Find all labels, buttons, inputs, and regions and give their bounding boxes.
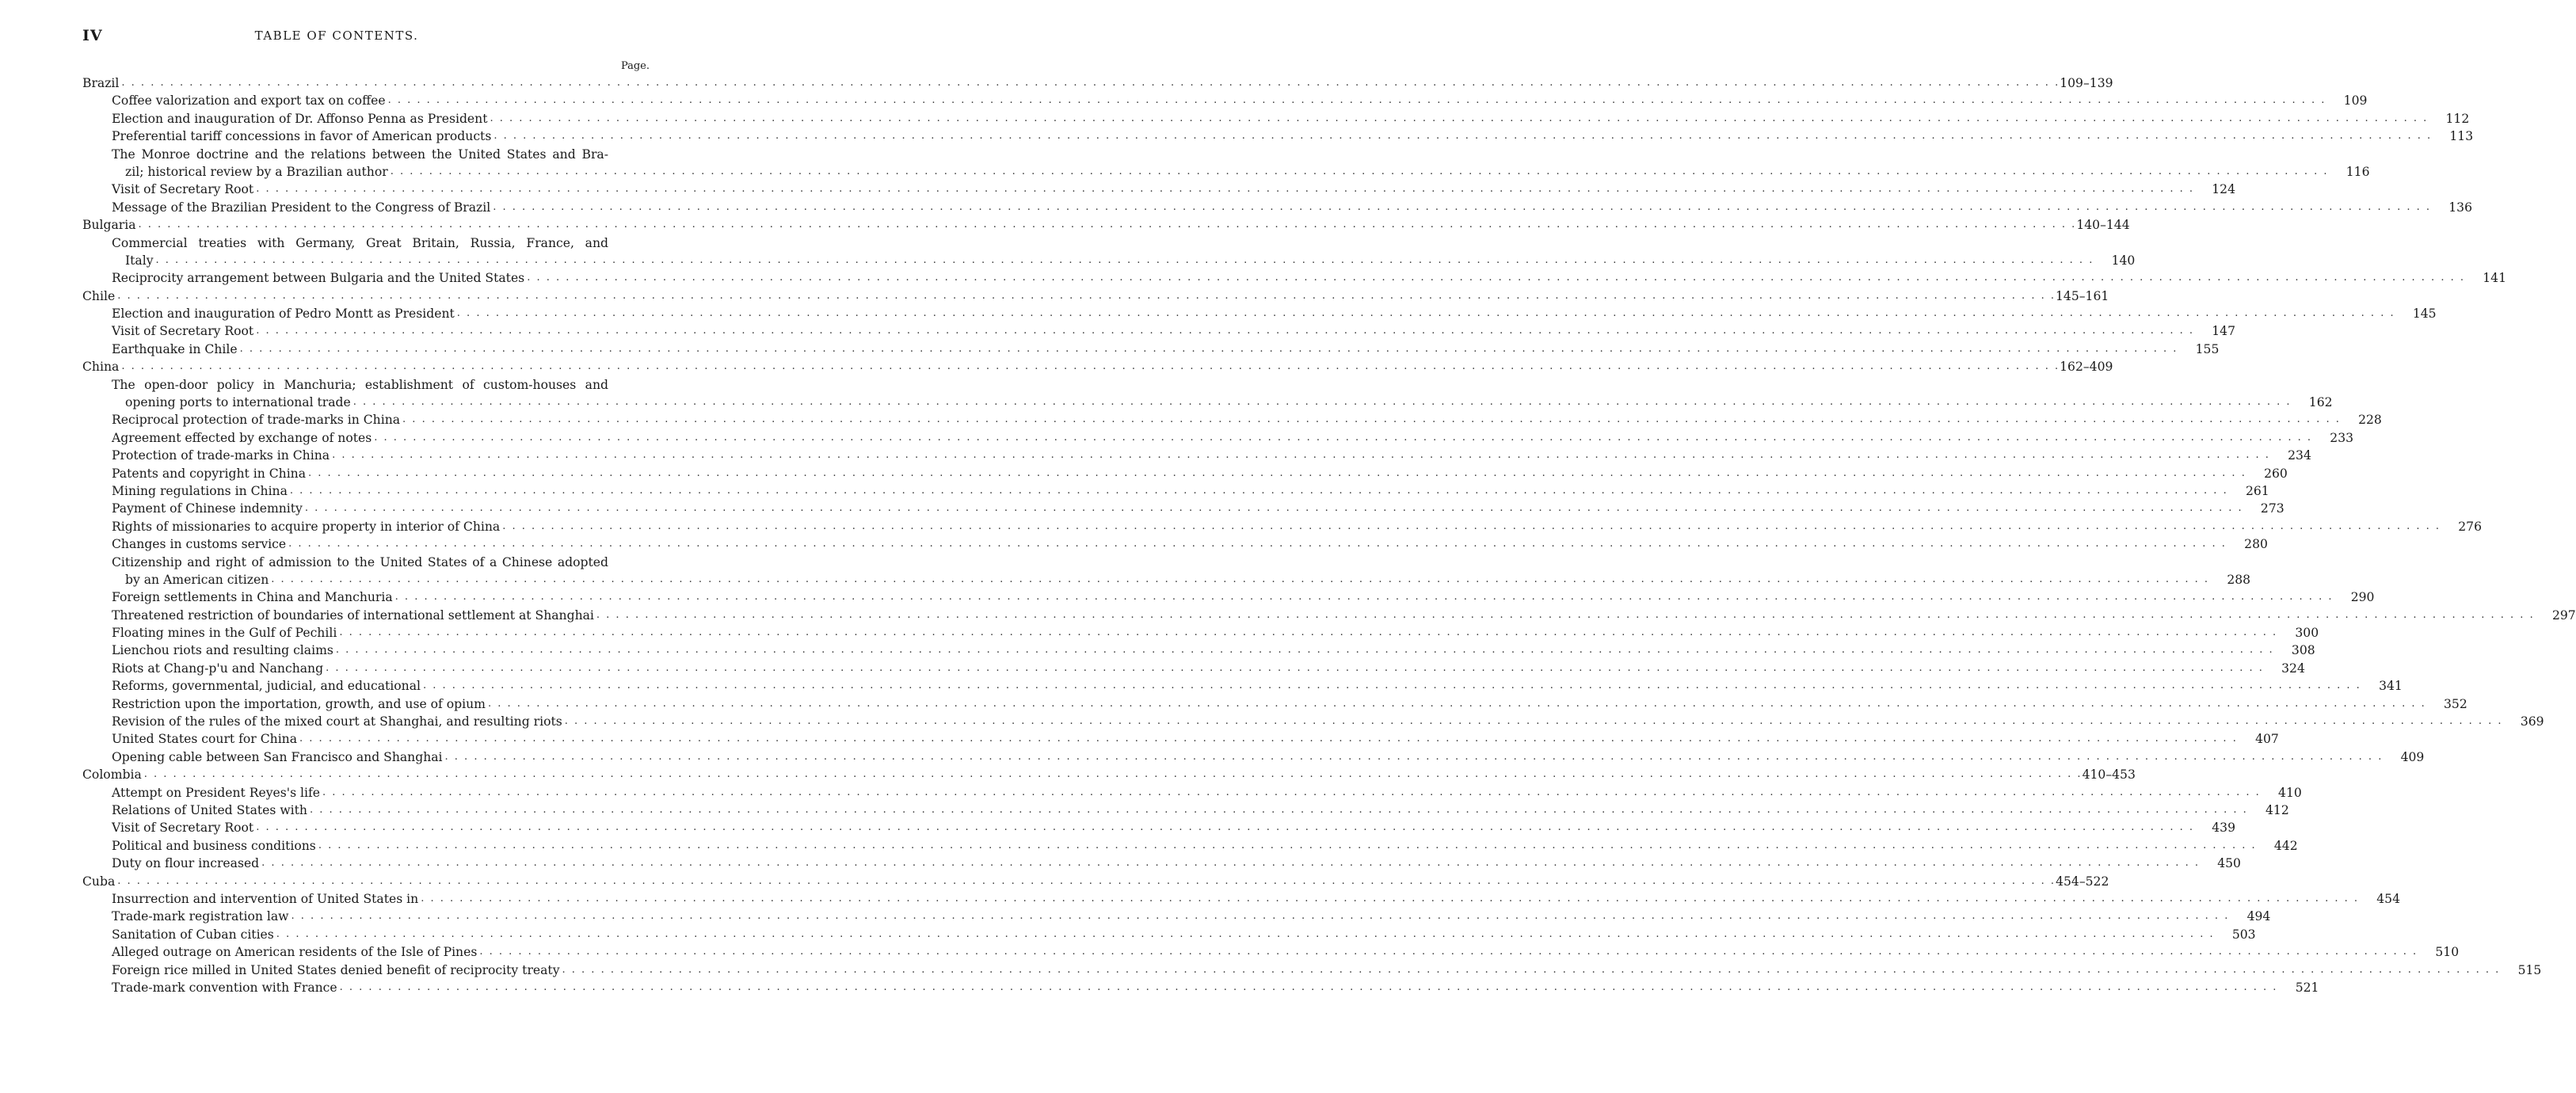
toc-entry-label: Foreign settlements in China and Manchuria xyxy=(112,590,393,605)
dot-leader: . . . . . . . . . . . . . . . . . . . . . . . . . . . . . . . . . . . . . . . . . . . . . . . . . . . . . . . . . . . . . . . . . . . . . . . . . . . . . . . . . . . . . . . . . . . . . . . . . . . . . . . . . . . . . . . . . . . . . . . . . . . . . . . . . . . . . . . . . . . . . . . . . . . . . . . . . . . . . . . . . . . . . . . . . . . . . . . . . . . . . . . . . . . . . . . . . . . . . . . . xyxy=(564,715,2503,728)
toc-entry-row xyxy=(82,979,2319,996)
dot-leader: . . . . . . . . . . . . . . . . . . . . . . . . . . . . . . . . . . . . . . . . . . . . . . . . . . . . . . . . . . . . . . . . . . . . . . . . . . . . . . . . . . . . . . . . . . . . . . . . . . . . . . . . . . . . . . . . . . . . . . . . . . . . . . . . . . . . . . . . . . . . . . . . . . . . . . . . . . . . . . . . . . . . . . . . . . . . . . . . . . . . . . . . . . . . . . . . . . . . . . . . xyxy=(387,94,2326,107)
toc-page-number: 113 xyxy=(2449,129,2474,144)
toc-page-number: 439 xyxy=(2212,821,2236,836)
toc-entry-row xyxy=(82,908,2271,925)
toc-page-number: 145–161 xyxy=(2056,288,2109,303)
toc-entry-label: zil; historical review by a Brazilian author xyxy=(125,164,388,179)
dot-leader: . . . . . . . . . . . . . . . . . . . . . . . . . . . . . . . . . . . . . . . . . . . . . . . . . . . . . . . . . . . . . . . . . . . . . . . . . . . . . . . . . . . . . . . . . . . . . . . . . . . . . . . . . . . . . . . . . . . . . . . . . . . . . . . . . . . . . . . . . . . . . . . . . . . . . . . . . . . . . . . . . . . . . . . . . . . . . . . . . . . . . . . . . . . . . . . . . . . . . . . . xyxy=(117,289,2056,302)
toc-entry-row xyxy=(82,465,2288,482)
toc-page-number: 454–522 xyxy=(2056,874,2109,889)
toc-section-row xyxy=(82,766,2136,783)
toc-page-number: 300 xyxy=(2295,626,2319,641)
toc-entry-row xyxy=(82,819,2236,836)
toc-section-row xyxy=(82,74,2113,92)
toc-page-number: 410 xyxy=(2278,785,2302,800)
toc-entry-label: Floating mines in the Gulf of Pechili xyxy=(112,626,337,641)
toc-page-number: 141 xyxy=(2483,271,2506,286)
dot-leader: . . . . . . . . . . . . . . . . . . . . . . . . . . . . . . . . . . . . . . . . . . . . . . . . . . . . . . . . . . . . . . . . . . . . . . . . . . . . . . . . . . . . . . . . . . . . . . . . . . . . . . . . . . . . . . . . . . . . . . . . . . . . . . . . . . . . . . . . . . . . . . . . . . . . . . . . . . . . . . . . . . . . . . . . . . . . . . . . . . . . . . . . . . . . . . . . . . . . . . . . xyxy=(299,733,2238,745)
toc-entry-label: Relations of United States with xyxy=(112,803,307,817)
toc-page-number: 109 xyxy=(2343,93,2368,109)
dot-leader: . . . . . . . . . . . . . . . . . . . . . . . . . . . . . . . . . . . . . . . . . . . . . . . . . . . . . . . . . . . . . . . . . . . . . . . . . . . . . . . . . . . . . . . . . . . . . . . . . . . . . . . . . . . . . . . . . . . . . . . . . . . . . . . . . . . . . . . . . . . . . . . . . . . . . . . . . . . . . . . . . . . . . . . . . . . . . . . . . . . . . . . . . . . . . . . . . . . . . . . . xyxy=(256,183,2195,196)
toc-page-number: 450 xyxy=(2217,856,2241,871)
toc-entry-label: Agreement effected by exchange of notes xyxy=(112,430,372,445)
dot-leader: . . . . . . . . . . . . . . . . . . . . . . . . . . . . . . . . . . . . . . . . . . . . . . . . . . . . . . . . . . . . . . . . . . . . . . . . . . . . . . . . . . . . . . . . . . . . . . . . . . . . . . . . . . . . . . . . . . . . . . . . . . . . . . . . . . . . . . . . . . . . . . . . . . . . . . . . . . . . . . . . . . . . . . . . . . . . . . . . . . . . . . . . . . . . . . . . . . . . . . . . xyxy=(239,342,2178,355)
toc-entry-label: Earthquake in Chile xyxy=(112,341,238,356)
toc-page-number: 341 xyxy=(2379,679,2403,694)
toc-page-number: 116 xyxy=(2345,164,2370,179)
toc-page-number: 273 xyxy=(2260,501,2284,516)
toc-entry-label: Changes in customs service xyxy=(112,537,287,552)
toc-section-label: Chile xyxy=(82,288,116,303)
dot-leader: . . . . . . . . . . . . . . . . . . . . . . . . . . . . . . . . . . . . . . . . . . . . . . . . . . . . . . . . . . . . . . . . . . . . . . . . . . . . . . . . . . . . . . . . . . . . . . . . . . . . . . . . . . . . . . . . . . . . . . . . . . . . . . . . . . . . . . . . . . . . . . . . . . . . . . . . . . . . . . . . . . . . . . . . . . . . . . . . . . . . . . . . . . . . . . . . . . . . . . . . xyxy=(288,538,2227,550)
toc-page-number: 324 xyxy=(2281,661,2305,676)
toc-section-label: Brazil xyxy=(82,75,120,90)
toc-entry-row xyxy=(82,163,2370,181)
dot-leader: . . . . . . . . . . . . . . . . . . . . . . . . . . . . . . . . . . . . . . . . . . . . . . . . . . . . . . . . . . . . . . . . . . . . . . . . . . . . . . . . . . . . . . . . . . . . . . . . . . . . . . . . . . . . . . . . . . . . . . . . . . . . . . . . . . . . . . . . . . . . . . . . . . . . . . . . . . . . . . . . . . . . . . . . . . . . . . . . . . . . . . . . . . . . . . . . . . . . . . . . xyxy=(456,307,2395,320)
toc-page-number: 369 xyxy=(2520,714,2544,729)
dot-leader: . . . . . . . . . . . . . . . . . . . . . . . . . . . . . . . . . . . . . . . . . . . . . . . . . . . . . . . . . . . . . . . . . . . . . . . . . . . . . . . . . . . . . . . . . . . . . . . . . . . . . . . . . . . . . . . . . . . . . . . . . . . . . . . . . . . . . . . . . . . . . . . . . . . . . . . . . . . . . . . . . . . . . . . . . . . . . . . . . . . . . . . . . . . . . . . . . . . . . . . . xyxy=(339,626,2278,639)
toc-entry-label: Preferential tariff concessions in favor of American products xyxy=(112,129,492,144)
toc-entry-label: Italy xyxy=(125,253,154,268)
dot-leader: . . . . . . . . . . . . . . . . . . . . . . . . . . . . . . . . . . . . . . . . . . . . . . . . . . . . . . . . . . . . . . . . . . . . . . . . . . . . . . . . . . . . . . . . . . . . . . . . . . . . . . . . . . . . . . . . . . . . . . . . . . . . . . . . . . . . . . . . . . . . . . . . . . . . . . . . . . . . . . . . . . . . . . . . . . . . . . . . . . . . . . . . . . . . . . . . . . . . . . . . xyxy=(261,857,2200,870)
table-of-contents xyxy=(82,74,2576,996)
dot-leader: . . . . . . . . . . . . . . . . . . . . . . . . . . . . . . . . . . . . . . . . . . . . . . . . . . . . . . . . . . . . . . . . . . . . . . . . . . . . . . . . . . . . . . . . . . . . . . . . . . . . . . . . . . . . . . . . . . . . . . . . . . . . . . . . . . . . . . . . . . . . . . . . . . . . . . . . . . . . . . . . . . . . . . . . . . . . . . . . . . . . . . . . . . . . . . . . . . . . . . . . xyxy=(444,750,2384,763)
dot-leader: . . . . . . . . . . . . . . . . . . . . . . . . . . . . . . . . . . . . . . . . . . . . . . . . . . . . . . . . . . . . . . . . . . . . . . . . . . . . . . . . . . . . . . . . . . . . . . . . . . . . . . . . . . . . . . . . . . . . . . . . . . . . . . . . . . . . . . . . . . . . . . . . . . . . . . . . . . . . . . . . . . . . . . . . . . . . . . . . . . . . . . . . . . . . . . . . . . . . . . . . xyxy=(394,591,2334,604)
dot-leader: . . . . . . . . . . . . . . . . . . . . . . . . . . . . . . . . . . . . . . . . . . . . . . . . . . . . . . . . . . . . . . . . . . . . . . . . . . . . . . . . . . . . . . . . . . . . . . . . . . . . . . . . . . . . . . . . . . . . . . . . . . . . . . . . . . . . . . . . . . . . . . . . . . . . . . . . . . . . . . . . . . . . . . . . . . . . . . . . . . . . . . . . . . . . . . . . . . . . . . . . xyxy=(309,804,2248,816)
toc-page-number: 145 xyxy=(2412,307,2437,322)
toc-entry-row xyxy=(82,181,2236,198)
page-title: TABLE OF CONTENTS. xyxy=(254,29,419,43)
toc-entry-row xyxy=(82,146,650,163)
dot-leader: . . . . . . . . . . . . . . . . . . . . . . . . . . . . . . . . . . . . . . . . . . . . . . . . . . . . . . . . . . . . . . . . . . . . . . . . . . . . . . . . . . . . . . . . . . . . . . . . . . . . . . . . . . . . . . . . . . . . . . . . . . . . . . . . . . . . . . . . . . . . . . . . . . . . . . . . . . . . . . . . . . . . . . . . . . . . . . . . . . . . . . . . . . . . . . . . . . . . . . . . xyxy=(374,431,2313,444)
toc-page-number: 510 xyxy=(2435,945,2460,960)
toc-section-row xyxy=(82,873,2109,890)
toc-entry-row xyxy=(82,607,2576,624)
toc-entry-label: Opening cable between San Francisco and Shanghai xyxy=(112,749,443,764)
toc-entry-row xyxy=(82,784,2302,802)
dot-leader: . . . . . . . . . . . . . . . . . . . . . . . . . . . . . . . . . . . . . . . . . . . . . . . . . . . . . . . . . . . . . . . . . . . . . . . . . . . . . . . . . . . . . . . . . . . . . . . . . . . . . . . . . . . . . . . . . . . . . . . . . . . . . . . . . . . . . . . . . . . . . . . . . . . . . . . . . . . . . . . . . . . . . . . . . . . . . . . . . . . . . . . . . . . . . . . . . . . . . . . . xyxy=(402,413,2341,426)
toc-entry-row xyxy=(82,482,2269,500)
toc-entry-row xyxy=(82,660,2305,677)
toc-page-number: 407 xyxy=(2255,732,2279,747)
toc-page-number: 280 xyxy=(2244,537,2268,552)
toc-entry-row xyxy=(82,802,2289,819)
dot-leader: . . . . . . . . . . . . . . . . . . . . . . . . . . . . . . . . . . . . . . . . . . . . . . . . . . . . . . . . . . . . . . . . . . . . . . . . . . . . . . . . . . . . . . . . . . . . . . . . . . . . . . . . . . . . . . . . . . . . . . . . . . . . . . . . . . . . . . . . . . . . . . . . . . . . . . . . . . . . . . . . . . . . . . . . . . . . . . . . . . . . . . . . . . . . . . . . . . . . . . . . xyxy=(490,112,2429,124)
dot-leader: . . . . . . . . . . . . . . . . . . . . . . . . . . . . . . . . . . . . . . . . . . . . . . . . . . . . . . . . . . . . . . . . . . . . . . . . . . . . . . . . . . . . . . . . . . . . . . . . . . . . . . . . . . . . . . . . . . . . . . . . . . . . . . . . . . . . . . . . . . . . . . . . . . . . . . . . . . . . . . . . . . . . . . . . . . . . . . . . . . . . . . . . . . . . . . . . . . . . . . . . xyxy=(318,839,2257,851)
toc-entry-label: Sanitation of Cuban cities xyxy=(112,927,274,942)
dot-leader: . . . . . . . . . . . . . . . . . . . . . . . . . . . . . . . . . . . . . . . . . . . . . . . . . . . . . . . . . . . . . . . . . . . . . . . . . . . . . . . . . . . . . . . . . . . . . . . . . . . . . . . . . . . . . . . . . . . . . . . . . . . . . . . . . . . . . . . . . . . . . . . . . . . . . . . . . . . . . . . . . . . . . . . . . . . . . . . . . . . . . . . . . . . . . . . . . . . . . . . . xyxy=(479,946,2418,958)
dot-leader: . . . . . . . . . . . . . . . . . . . . . . . . . . . . . . . . . . . . . . . . . . . . . . . . . . . . . . . . . . . . . . . . . . . . . . . . . . . . . . . . . . . . . . . . . . . . . . . . . . . . . . . . . . . . . . . . . . . . . . . . . . . . . . . . . . . . . . . . . . . . . . . . . . . . . . . . . . . . . . . . . . . . . . . . . . . . . . . . . . . . . . . . . . . . . . . . . . . . . . . . xyxy=(502,520,2441,532)
toc-entry-label: Political and business conditions xyxy=(112,838,316,853)
toc-entry-row xyxy=(82,322,2236,340)
dot-leader: . . . . . . . . . . . . . . . . . . . . . . . . . . . . . . . . . . . . . . . . . . . . . . . . . . . . . . . . . . . . . . . . . . . . . . . . . . . . . . . . . . . . . . . . . . . . . . . . . . . . . . . . . . . . . . . . . . . . . . . . . . . . . . . . . . . . . . . . . . . . . . . . . . . . . . . . . . . . . . . . . . . . . . . . . . . . . . . . . . . . . . . . . . . . . . . . . . . . . . . . xyxy=(256,325,2195,337)
toc-section-row xyxy=(82,216,2130,234)
toc-page-number: 233 xyxy=(2330,430,2354,445)
toc-entry-label: Reciprocal protection of trade-marks in China xyxy=(112,413,401,428)
toc-entry-label: Commercial treaties with Germany, Great Britain, Russia, France, and xyxy=(112,235,608,250)
toc-entry-row xyxy=(82,269,2506,287)
toc-entry-label: opening ports to international trade xyxy=(125,395,351,410)
toc-entry-row xyxy=(82,624,2319,642)
dot-leader: . . . . . . . . . . . . . . . . . . . . . . . . . . . . . . . . . . . . . . . . . . . . . . . . . . . . . . . . . . . . . . . . . . . . . . . . . . . . . . . . . . . . . . . . . . . . . . . . . . . . . . . . . . . . . . . . . . . . . . . . . . . . . . . . . . . . . . . . . . . . . . . . . . . . . . . . . . . . . . . . . . . . . . . . . . . . . . . . . . . . . . . . . . . . . . . . . . . . . . . . xyxy=(423,680,2361,692)
toc-page-number: 162 xyxy=(2308,395,2333,410)
toc-entry-row xyxy=(82,518,2483,535)
toc-page-number: 260 xyxy=(2264,466,2288,481)
toc-page-number: 410–453 xyxy=(2082,767,2136,783)
dot-leader: . . . . . . . . . . . . . . . . . . . . . . . . . . . . . . . . . . . . . . . . . . . . . . . . . . . . . . . . . . . . . . . . . . . . . . . . . . . . . . . . . . . . . . . . . . . . . . . . . . . . . . . . . . . . . . . . . . . . . . . . . . . . . . . . . . . . . . . . . . . . . . . . . . . . . . . . . . . . . . . . . . . . . . . . . . . . . . . . . . . . . . . . . . . . . . . . . . . . . . . . xyxy=(138,219,2077,231)
dot-leader: . . . . . . . . . . . . . . . . . . . . . . . . . . . . . . . . . . . . . . . . . . . . . . . . . . . . . . . . . . . . . . . . . . . . . . . . . . . . . . . . . . . . . . . . . . . . . . . . . . . . . . . . . . . . . . . . . . . . . . . . . . . . . . . . . . . . . . . . . . . . . . . . . . . . . . . . . . . . . . . . . . . . . . . . . . . . . . . . . . . . . . . . . . . . . . . . . . . . . . . . xyxy=(335,644,2274,657)
toc-entry-label: Mining regulations in China xyxy=(112,483,288,498)
toc-page-number: 155 xyxy=(2195,341,2220,356)
toc-entry-row xyxy=(82,128,2474,145)
dot-leader: . . . . . . . . . . . . . . . . . . . . . . . . . . . . . . . . . . . . . . . . . . . . . . . . . . . . . . . . . . . . . . . . . . . . . . . . . . . . . . . . . . . . . . . . . . . . . . . . . . . . . . . . . . . . . . . . . . . . . . . . . . . . . . . . . . . . . . . . . . . . . . . . . . . . . . . . . . . . . . . . . . . . . . . . . . . . . . . . . . . . . . . . . . . . . . . . . . . . . . . . xyxy=(121,76,2060,89)
toc-entry-row xyxy=(82,394,2333,411)
toc-page-number: 521 xyxy=(2295,980,2319,995)
dot-leader: . . . . . . . . . . . . . . . . . . . . . . . . . . . . . . . . . . . . . . . . . . . . . . . . . . . . . . . . . . . . . . . . . . . . . . . . . . . . . . . . . . . . . . . . . . . . . . . . . . . . . . . . . . . . . . . . . . . . . . . . . . . . . . . . . . . . . . . . . . . . . . . . . . . . . . . . . . . . . . . . . . . . . . . . . . . . . . . . . . . . . . . . . . . . . . . . . . . . . . . . xyxy=(271,573,2210,585)
toc-entry-row xyxy=(82,341,2220,358)
toc-page-number: 112 xyxy=(2445,111,2470,126)
dot-leader: . . . . . . . . . . . . . . . . . . . . . . . . . . . . . . . . . . . . . . . . . . . . . . . . . . . . . . . . . . . . . . . . . . . . . . . . . . . . . . . . . . . . . . . . . . . . . . . . . . . . . . . . . . . . . . . . . . . . . . . . . . . . . . . . . . . . . . . . . . . . . . . . . . . . . . . . . . . . . . . . . . . . . . . . . . . . . . . . . . . . . . . . . . . . . . . . . . . . . . . . xyxy=(562,963,2501,976)
toc-page-number: 124 xyxy=(2212,182,2236,197)
toc-page-number: 261 xyxy=(2245,483,2269,498)
toc-page-number: 297 xyxy=(2551,607,2576,623)
toc-page-number: 140–144 xyxy=(2076,218,2130,233)
toc-page-number: 503 xyxy=(2231,927,2256,942)
toc-entry-label: Election and inauguration of Dr. Affonso Penna as President xyxy=(112,111,488,126)
dot-leader: . . . . . . . . . . . . . . . . . . . . . . . . . . . . . . . . . . . . . . . . . . . . . . . . . . . . . . . . . . . . . . . . . . . . . . . . . . . . . . . . . . . . . . . . . . . . . . . . . . . . . . . . . . . . . . . . . . . . . . . . . . . . . . . . . . . . . . . . . . . . . . . . . . . . . . . . . . . . . . . . . . . . . . . . . . . . . . . . . . . . . . . . . . . . . . . . . . . . . . . . xyxy=(291,910,2230,923)
toc-entry-row xyxy=(82,962,2542,979)
toc-page-number: 494 xyxy=(2246,909,2271,924)
dot-leader: . . . . . . . . . . . . . . . . . . . . . . . . . . . . . . . . . . . . . . . . . . . . . . . . . . . . . . . . . . . . . . . . . . . . . . . . . . . . . . . . . . . . . . . . . . . . . . . . . . . . . . . . . . . . . . . . . . . . . . . . . . . . . . . . . . . . . . . . . . . . . . . . . . . . . . . . . . . . . . . . . . . . . . . . . . . . . . . . . . . . . . . . . . . . . . . . . . . . . . . . xyxy=(487,697,2426,710)
dot-leader: . . . . . . . . . . . . . . . . . . . . . . . . . . . . . . . . . . . . . . . . . . . . . . . . . . . . . . . . . . . . . . . . . . . . . . . . . . . . . . . . . . . . . . . . . . . . . . . . . . . . . . . . . . . . . . . . . . . . . . . . . . . . . . . . . . . . . . . . . . . . . . . . . . . . . . . . . . . . . . . . . . . . . . . . . . . . . . . . . . . . . . . . . . . . . . . . . . . . . . . . xyxy=(332,449,2270,462)
toc-page-number: 352 xyxy=(2443,696,2467,711)
toc-entry-label: Trade-mark registration law xyxy=(112,909,289,924)
toc-entry-label: Visit of Secretary Root xyxy=(112,324,254,339)
dot-leader: . . . . . . . . . . . . . . . . . . . . . . . . . . . . . . . . . . . . . . . . . . . . . . . . . . . . . . . . . . . . . . . . . . . . . . . . . . . . . . . . . . . . . . . . . . . . . . . . . . . . . . . . . . . . . . . . . . . . . . . . . . . . . . . . . . . . . . . . . . . . . . . . . . . . . . . . . . . . . . . . . . . . . . . . . . . . . . . . . . . . . . . . . . . . . . . . . . . . . . . . xyxy=(304,502,2243,515)
toc-section-label: Cuba xyxy=(82,874,116,889)
toc-entry-label: Revision of the rules of the mixed court at Shanghai, and resulting riots xyxy=(112,714,562,729)
dot-leader: . . . . . . . . . . . . . . . . . . . . . . . . . . . . . . . . . . . . . . . . . . . . . . . . . . . . . . . . . . . . . . . . . . . . . . . . . . . . . . . . . . . . . . . . . . . . . . . . . . . . . . . . . . . . . . . . . . . . . . . . . . . . . . . . . . . . . . . . . . . . . . . . . . . . . . . . . . . . . . . . . . . . . . . . . . . . . . . . . . . . . . . . . . . . . . . . . . . . . . . . xyxy=(155,253,2094,266)
toc-page-number: 409 xyxy=(2400,749,2425,764)
toc-entry-row xyxy=(82,376,650,394)
toc-page-number: 228 xyxy=(2358,413,2382,428)
dot-leader: . . . . . . . . . . . . . . . . . . . . . . . . . . . . . . . . . . . . . . . . . . . . . . . . . . . . . . . . . . . . . . . . . . . . . . . . . . . . . . . . . . . . . . . . . . . . . . . . . . . . . . . . . . . . . . . . . . . . . . . . . . . . . . . . . . . . . . . . . . . . . . . . . . . . . . . . . . . . . . . . . . . . . . . . . . . . . . . . . . . . . . . . . . . . . . . . . . . . . . . . xyxy=(121,360,2060,373)
page-column-label: Page. xyxy=(620,60,650,72)
toc-entry-label: Patents and copyright in China xyxy=(112,466,307,481)
toc-entry-row xyxy=(82,305,2437,322)
toc-entry-row xyxy=(82,713,2544,730)
toc-entry-row xyxy=(82,234,650,252)
dot-leader: . . . . . . . . . . . . . . . . . . . . . . . . . . . . . . . . . . . . . . . . . . . . . . . . . . . . . . . . . . . . . . . . . . . . . . . . . . . . . . . . . . . . . . . . . . . . . . . . . . . . . . . . . . . . . . . . . . . . . . . . . . . . . . . . . . . . . . . . . . . . . . . . . . . . . . . . . . . . . . . . . . . . . . . . . . . . . . . . . . . . . . . . . . . . . . . . . . . . . . . . xyxy=(322,786,2261,798)
toc-entry-row xyxy=(82,429,2354,447)
toc-entry-label: Foreign rice milled in United States denied benefit of reciprocity treaty xyxy=(112,962,560,977)
toc-entry-row xyxy=(82,110,2470,128)
toc-section-label: Bulgaria xyxy=(82,218,136,233)
toc-page-number: 308 xyxy=(2291,643,2315,658)
dot-leader: . . . . . . . . . . . . . . . . . . . . . . . . . . . . . . . . . . . . . . . . . . . . . . . . . . . . . . . . . . . . . . . . . . . . . . . . . . . . . . . . . . . . . . . . . . . . . . . . . . . . . . . . . . . . . . . . . . . . . . . . . . . . . . . . . . . . . . . . . . . . . . . . . . . . . . . . . . . . . . . . . . . . . . . . . . . . . . . . . . . . . . . . . . . . . . . . . . . . . . . . xyxy=(527,272,2465,284)
dot-leader: . . . . . . . . . . . . . . . . . . . . . . . . . . . . . . . . . . . . . . . . . . . . . . . . . . . . . . . . . . . . . . . . . . . . . . . . . . . . . . . . . . . . . . . . . . . . . . . . . . . . . . . . . . . . . . . . . . . . . . . . . . . . . . . . . . . . . . . . . . . . . . . . . . . . . . . . . . . . . . . . . . . . . . . . . . . . . . . . . . . . . . . . . . . . . . . . . . . . . . . . xyxy=(352,396,2292,409)
toc-entry-row xyxy=(82,730,2279,748)
toc-entry-row xyxy=(82,642,2315,660)
toc-entry-row xyxy=(82,571,2251,588)
toc-entry-label: Coffee valorization and export tax on coffee xyxy=(112,93,386,109)
toc-entry-row xyxy=(82,554,650,571)
toc-page-number: 276 xyxy=(2458,519,2483,534)
toc-entry-row xyxy=(82,695,2467,713)
toc-page-number: 515 xyxy=(2517,962,2542,977)
toc-entry-label: Trade-mark convention with France xyxy=(112,980,337,995)
toc-entry-label: Rights of missionaries to acquire property in interior of China xyxy=(112,519,501,534)
toc-entry-row xyxy=(82,677,2403,695)
toc-entry-row xyxy=(82,588,2375,606)
toc-entry-row xyxy=(82,890,2401,908)
toc-entry-label: Message of the Brazilian President to the Congress of Brazil xyxy=(112,200,491,215)
toc-entry-row xyxy=(82,748,2425,766)
dot-leader: . . . . . . . . . . . . . . . . . . . . . . . . . . . . . . . . . . . . . . . . . . . . . . . . . . . . . . . . . . . . . . . . . . . . . . . . . . . . . . . . . . . . . . . . . . . . . . . . . . . . . . . . . . . . . . . . . . . . . . . . . . . . . . . . . . . . . . . . . . . . . . . . . . . . . . . . . . . . . . . . . . . . . . . . . . . . . . . . . . . . . . . . . . . . . . . . . . . . . . . . xyxy=(493,130,2433,143)
dot-leader: . . . . . . . . . . . . . . . . . . . . . . . . . . . . . . . . . . . . . . . . . . . . . . . . . . . . . . . . . . . . . . . . . . . . . . . . . . . . . . . . . . . . . . . . . . . . . . . . . . . . . . . . . . . . . . . . . . . . . . . . . . . . . . . . . . . . . . . . . . . . . . . . . . . . . . . . . . . . . . . . . . . . . . . . . . . . . . . . . . . . . . . . . . . . . . . . . . . . . . . . xyxy=(596,608,2535,621)
dot-leader: . . . . . . . . . . . . . . . . . . . . . . . . . . . . . . . . . . . . . . . . . . . . . . . . . . . . . . . . . . . . . . . . . . . . . . . . . . . . . . . . . . . . . . . . . . . . . . . . . . . . . . . . . . . . . . . . . . . . . . . . . . . . . . . . . . . . . . . . . . . . . . . . . . . . . . . . . . . . . . . . . . . . . . . . . . . . . . . . . . . . . . . . . . . . . . . . . . . . . . . . xyxy=(326,661,2264,674)
toc-page-number: 412 xyxy=(2265,803,2289,817)
toc-entry-row xyxy=(82,535,2268,553)
toc-entry-label: Riots at Chang-p'u and Nanchang xyxy=(112,661,324,676)
toc-entry-label: The Monroe doctrine and the relations between the United States and Bra- xyxy=(112,147,608,162)
toc-entry-label: Attempt on President Reyes's life xyxy=(112,785,320,800)
dot-leader: . . . . . . . . . . . . . . . . . . . . . . . . . . . . . . . . . . . . . . . . . . . . . . . . . . . . . . . . . . . . . . . . . . . . . . . . . . . . . . . . . . . . . . . . . . . . . . . . . . . . . . . . . . . . . . . . . . . . . . . . . . . . . . . . . . . . . . . . . . . . . . . . . . . . . . . . . . . . . . . . . . . . . . . . . . . . . . . . . . . . . . . . . . . . . . . . . . . . . . . . xyxy=(117,874,2056,887)
toc-page-number: 140 xyxy=(2111,253,2136,268)
toc-entry-label: Lienchou riots and resulting claims xyxy=(112,643,333,658)
toc-entry-label: Protection of trade-marks in China xyxy=(112,448,330,463)
toc-page-number: 147 xyxy=(2212,324,2236,339)
toc-entry-row xyxy=(82,837,2298,855)
toc-entry-row xyxy=(82,252,2136,269)
toc-entry-row xyxy=(82,199,2473,216)
toc-entry-label: Visit of Secretary Root xyxy=(112,821,254,836)
dot-leader: . . . . . . . . . . . . . . . . . . . . . . . . . . . . . . . . . . . . . . . . . . . . . . . . . . . . . . . . . . . . . . . . . . . . . . . . . . . . . . . . . . . . . . . . . . . . . . . . . . . . . . . . . . . . . . . . . . . . . . . . . . . . . . . . . . . . . . . . . . . . . . . . . . . . . . . . . . . . . . . . . . . . . . . . . . . . . . . . . . . . . . . . . . . . . . . . . . . . . . . . xyxy=(493,200,2432,213)
toc-entry-label: Reforms, governmental, judicial, and educational xyxy=(112,679,421,694)
toc-entry-label: United States court for China xyxy=(112,732,298,747)
toc-entry-row xyxy=(82,855,2241,872)
toc-section-label: China xyxy=(82,360,120,375)
dot-leader: . . . . . . . . . . . . . . . . . . . . . . . . . . . . . . . . . . . . . . . . . . . . . . . . . . . . . . . . . . . . . . . . . . . . . . . . . . . . . . . . . . . . . . . . . . . . . . . . . . . . . . . . . . . . . . . . . . . . . . . . . . . . . . . . . . . . . . . . . . . . . . . . . . . . . . . . . . . . . . . . . . . . . . . . . . . . . . . . . . . . . . . . . . . . . . . . . . . . . . . . xyxy=(256,821,2195,834)
toc-page-number: 109–139 xyxy=(2060,75,2113,90)
dot-leader: . . . . . . . . . . . . . . . . . . . . . . . . . . . . . . . . . . . . . . . . . . . . . . . . . . . . . . . . . . . . . . . . . . . . . . . . . . . . . . . . . . . . . . . . . . . . . . . . . . . . . . . . . . . . . . . . . . . . . . . . . . . . . . . . . . . . . . . . . . . . . . . . . . . . . . . . . . . . . . . . . . . . . . . . . . . . . . . . . . . . . . . . . . . . . . . . . . . . . . . . xyxy=(308,467,2246,479)
toc-entry-label: Reciprocity arrangement between Bulgaria and the United States xyxy=(112,271,525,286)
page-number: IV xyxy=(82,27,103,44)
toc-entry-label: Insurrection and intervention of United States in xyxy=(112,891,419,906)
toc-entry-row xyxy=(82,411,2382,428)
toc-entry-label: The open-door policy in Manchuria; establishment of custom-houses and xyxy=(112,377,608,392)
toc-page-number: 288 xyxy=(2227,572,2251,587)
toc-section-row xyxy=(82,358,2113,375)
toc-entry-label: Duty on flour increased xyxy=(112,856,260,871)
toc-entry-label: by an American citizen xyxy=(125,572,269,587)
toc-page-number: 454 xyxy=(2376,891,2401,906)
toc-section-row xyxy=(82,288,2109,305)
toc-entry-label: Citizenship and right of admission to the United States of a Chinese adopted xyxy=(112,554,608,569)
dot-leader: . . . . . . . . . . . . . . . . . . . . . . . . . . . . . . . . . . . . . . . . . . . . . . . . . . . . . . . . . . . . . . . . . . . . . . . . . . . . . . . . . . . . . . . . . . . . . . . . . . . . . . . . . . . . . . . . . . . . . . . . . . . . . . . . . . . . . . . . . . . . . . . . . . . . . . . . . . . . . . . . . . . . . . . . . . . . . . . . . . . . . . . . . . . . . . . . . . . . . . . . xyxy=(339,981,2278,993)
toc-entry-label: Threatened restriction of boundaries of international settlement at Shanghai xyxy=(112,607,594,623)
toc-entry-label: Election and inauguration of Pedro Montt as President xyxy=(112,307,455,322)
toc-entry-row xyxy=(82,500,2284,517)
toc-entry-label: Restriction upon the importation, growth, and use of opium xyxy=(112,696,486,711)
toc-entry-label: Visit of Secretary Root xyxy=(112,182,254,197)
dot-leader: . . . . . . . . . . . . . . . . . . . . . . . . . . . . . . . . . . . . . . . . . . . . . . . . . . . . . . . . . . . . . . . . . . . . . . . . . . . . . . . . . . . . . . . . . . . . . . . . . . . . . . . . . . . . . . . . . . . . . . . . . . . . . . . . . . . . . . . . . . . . . . . . . . . . . . . . . . . . . . . . . . . . . . . . . . . . . . . . . . . . . . . . . . . . . . . . . . . . . . . . xyxy=(390,165,2329,177)
dot-leader: . . . . . . . . . . . . . . . . . . . . . . . . . . . . . . . . . . . . . . . . . . . . . . . . . . . . . . . . . . . . . . . . . . . . . . . . . . . . . . . . . . . . . . . . . . . . . . . . . . . . . . . . . . . . . . . . . . . . . . . . . . . . . . . . . . . . . . . . . . . . . . . . . . . . . . . . . . . . . . . . . . . . . . . . . . . . . . . . . . . . . . . . . . . . . . . . . . . . . . . . xyxy=(143,768,2083,781)
toc-entry-row xyxy=(82,926,2256,943)
toc-page-number: 234 xyxy=(2288,448,2311,463)
toc-page-number: 162–409 xyxy=(2060,360,2113,375)
dot-leader: . . . . . . . . . . . . . . . . . . . . . . . . . . . . . . . . . . . . . . . . . . . . . . . . . . . . . . . . . . . . . . . . . . . . . . . . . . . . . . . . . . . . . . . . . . . . . . . . . . . . . . . . . . . . . . . . . . . . . . . . . . . . . . . . . . . . . . . . . . . . . . . . . . . . . . . . . . . . . . . . . . . . . . . . . . . . . . . . . . . . . . . . . . . . . . . . . . . . . . . . xyxy=(276,927,2215,940)
toc-entry-label: Alleged outrage on American residents of the Isle of Pines xyxy=(112,945,478,960)
toc-entry-row xyxy=(82,943,2460,961)
toc-entry-row xyxy=(82,447,2311,464)
toc-page-number: 136 xyxy=(2448,200,2473,215)
toc-page-number: 442 xyxy=(2273,838,2298,853)
toc-section-label: Colombia xyxy=(82,767,142,783)
dot-leader: . . . . . . . . . . . . . . . . . . . . . . . . . . . . . . . . . . . . . . . . . . . . . . . . . . . . . . . . . . . . . . . . . . . . . . . . . . . . . . . . . . . . . . . . . . . . . . . . . . . . . . . . . . . . . . . . . . . . . . . . . . . . . . . . . . . . . . . . . . . . . . . . . . . . . . . . . . . . . . . . . . . . . . . . . . . . . . . . . . . . . . . . . . . . . . . . . . . . . . . . xyxy=(289,484,2228,497)
toc-entry-row xyxy=(82,92,2368,109)
dot-leader: . . . . . . . . . . . . . . . . . . . . . . . . . . . . . . . . . . . . . . . . . . . . . . . . . . . . . . . . . . . . . . . . . . . . . . . . . . . . . . . . . . . . . . . . . . . . . . . . . . . . . . . . . . . . . . . . . . . . . . . . . . . . . . . . . . . . . . . . . . . . . . . . . . . . . . . . . . . . . . . . . . . . . . . . . . . . . . . . . . . . . . . . . . . . . . . . . . . . . . . . xyxy=(421,892,2360,904)
toc-entry-label: Payment of Chinese indemnity xyxy=(112,501,303,516)
toc-page-number: 290 xyxy=(2350,590,2375,605)
